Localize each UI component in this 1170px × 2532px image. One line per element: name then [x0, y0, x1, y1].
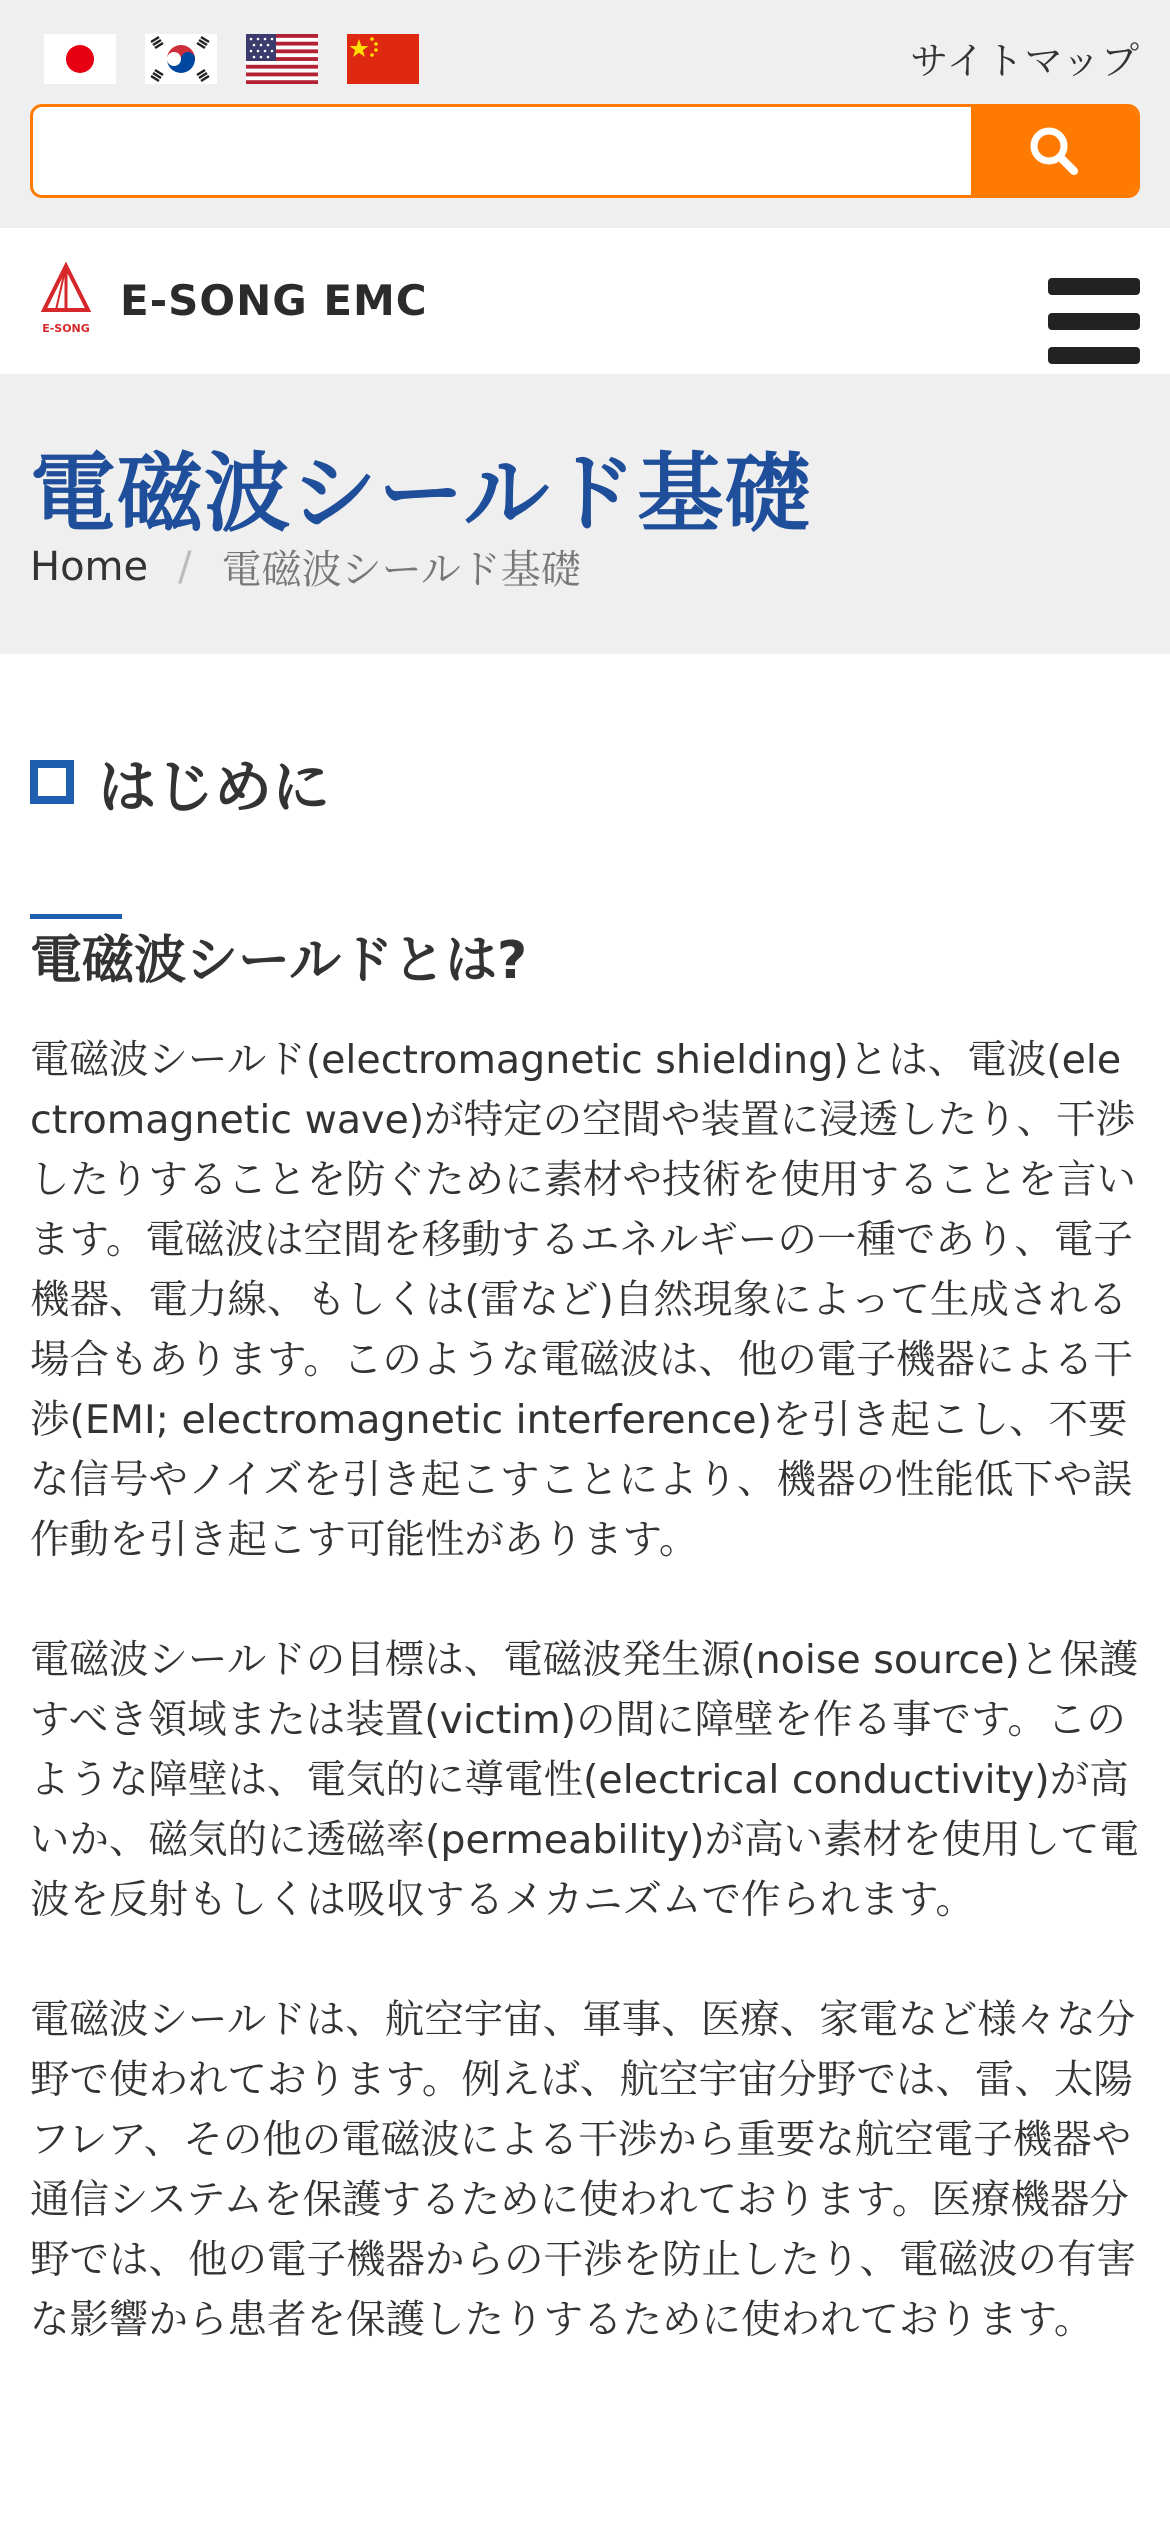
sitemap-link[interactable]: サイトマップ: [910, 39, 1140, 83]
logo-text: E-SONG EMC: [120, 275, 428, 325]
menu-line: [1048, 313, 1140, 330]
article-body: [30, 1030, 1140, 2410]
section-heading: [30, 740, 330, 824]
subtitle: 電磁波シールドとは?: [30, 931, 528, 991]
china-flag-icon[interactable]: [347, 34, 419, 84]
page-title-band: [0, 374, 1170, 654]
breadcrumb-separator: /: [178, 543, 192, 590]
top-utility-bar: [0, 0, 1170, 228]
menu-line: [1048, 278, 1140, 295]
language-flags: [44, 34, 419, 84]
search-input[interactable]: [33, 107, 971, 195]
site-header: [0, 228, 1170, 374]
breadcrumb-current: 電磁波シールド基礎: [221, 547, 581, 593]
breadcrumb: [30, 538, 581, 595]
korea-flag-icon[interactable]: [145, 34, 217, 84]
paragraph: 電磁波シールドの目標は、電磁波発生源(noise source)と保護すべき領域または装置(victim)の間に障壁を作る事です。このような障壁は、電気的に導電性(electrical conductivity)が高いか、磁気的に透磁率(permeability)が高い素材を使用して電波を反射もしくは吸収するメカニズムで作られます。: [30, 1637, 1140, 1923]
japan-flag-icon[interactable]: [44, 34, 116, 84]
page-title: 電磁波シールド基礎: [30, 444, 812, 544]
paragraph: 電磁波シールドは、航空宇宙、軍事、医療、家電など様々な分野で使われております。例えば、航空宇宙分野では、雷、太陽フレア、その他の電磁波による干渉から重要な航空電子機器や通信システムを保護するために使われております。医療機器分野では、他の電子機器からの干渉を防止したり、電磁波の有害な影響から患者を保護したりするために使われております。: [30, 1997, 1136, 2343]
logo-mark-icon: [34, 262, 98, 338]
search-icon: [1026, 123, 1082, 179]
hamburger-icon[interactable]: [1048, 278, 1140, 364]
section-title: はじめに: [98, 753, 331, 821]
menu-line: [1048, 347, 1140, 364]
search-button[interactable]: [971, 107, 1137, 195]
logo-small-text: E-SONG: [42, 322, 90, 335]
square-bullet-icon: [30, 760, 74, 804]
breadcrumb-home-link[interactable]: Home: [30, 543, 149, 590]
site-logo[interactable]: [34, 262, 428, 338]
paragraph: 電磁波シールド(electromagnetic shielding)とは、電波(electromagnetic wave)が特定の空間や装置に浸透したり、干渉したりすることを防ぐために素材や技術を使用することを言います。電磁波は空間を移動するエネルギーの一種であり、電子機器、電力線、もしくは(雷など)自然現象によって生成される場合もあります。このような電磁波は、他の電子機器による干渉(EMI; electromagnetic interference)を引き起こし、不要な信号やノイズを引き起こすことにより、機器の性能低下や誤作動を引き起こす可能性があります。: [30, 1037, 1136, 1563]
search-bar: [30, 104, 1140, 198]
usa-flag-icon[interactable]: [246, 34, 318, 84]
